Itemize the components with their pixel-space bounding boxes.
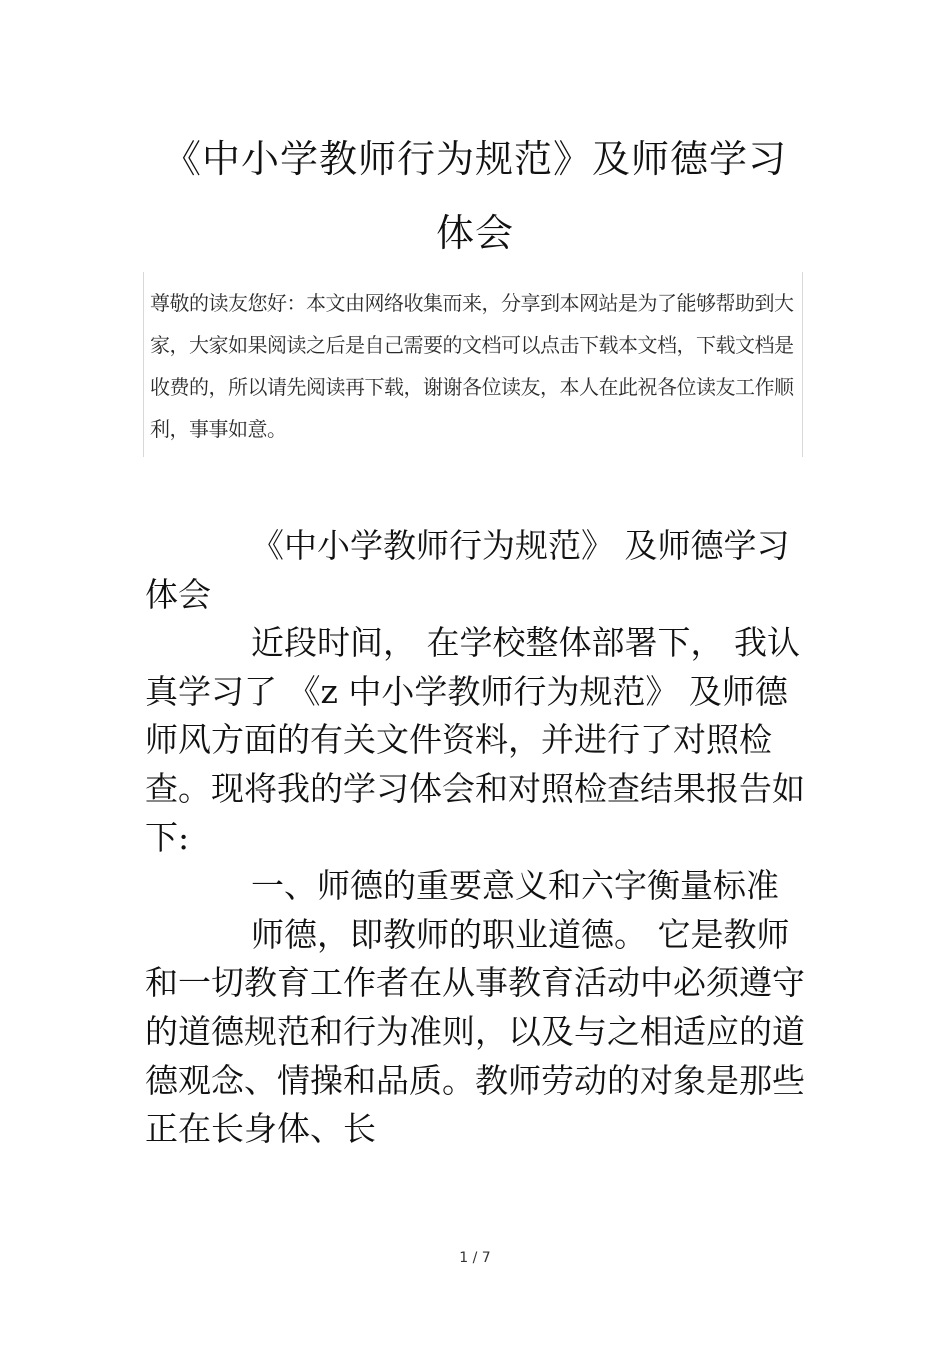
section-heading: 一、师德的重要意义和六字衡量标准 xyxy=(251,866,779,906)
reader-notice-text: 尊敬的读友您好：本文由网络收集而来，分享到本网站是为了能够帮助到大家，大家如果阅读之后是自己需要的文档可以点击下载本文档，下载文档是收费的，所以请先阅读再下载，谢谢各位读友，本人在此祝各位读友工作顺利，事事如意。 xyxy=(150,291,794,441)
reader-notice-box xyxy=(143,272,803,457)
page-indicator: 1 / 7 xyxy=(459,1250,491,1266)
body-paragraph: 近段时间， 在学校整体部署下， 我认真学习了 《z 中小学教师行为规范》 及师德师风方面的有关文件资料，并进行了对照检查。现将我的学习体会和对照检查结果报告如下: xyxy=(145,623,805,857)
body-paragraph: 《中小学教师行为规范》 及师德学习体会 xyxy=(145,526,790,614)
document-title-line-2: 体会 xyxy=(435,211,514,255)
document-body xyxy=(145,522,805,1154)
document-title-line-1: 《中小学教师行为规范》及师德学习 xyxy=(162,137,787,181)
body-paragraph: 师德，即教师的职业道德。 它是教师和一切教育工作者在从事教育活动中必须遵守的道德规范和行为准则，以及与之相适应的道德观念、情操和品质。教师劳动的对象是那些正在长身体、长 xyxy=(145,914,805,1149)
